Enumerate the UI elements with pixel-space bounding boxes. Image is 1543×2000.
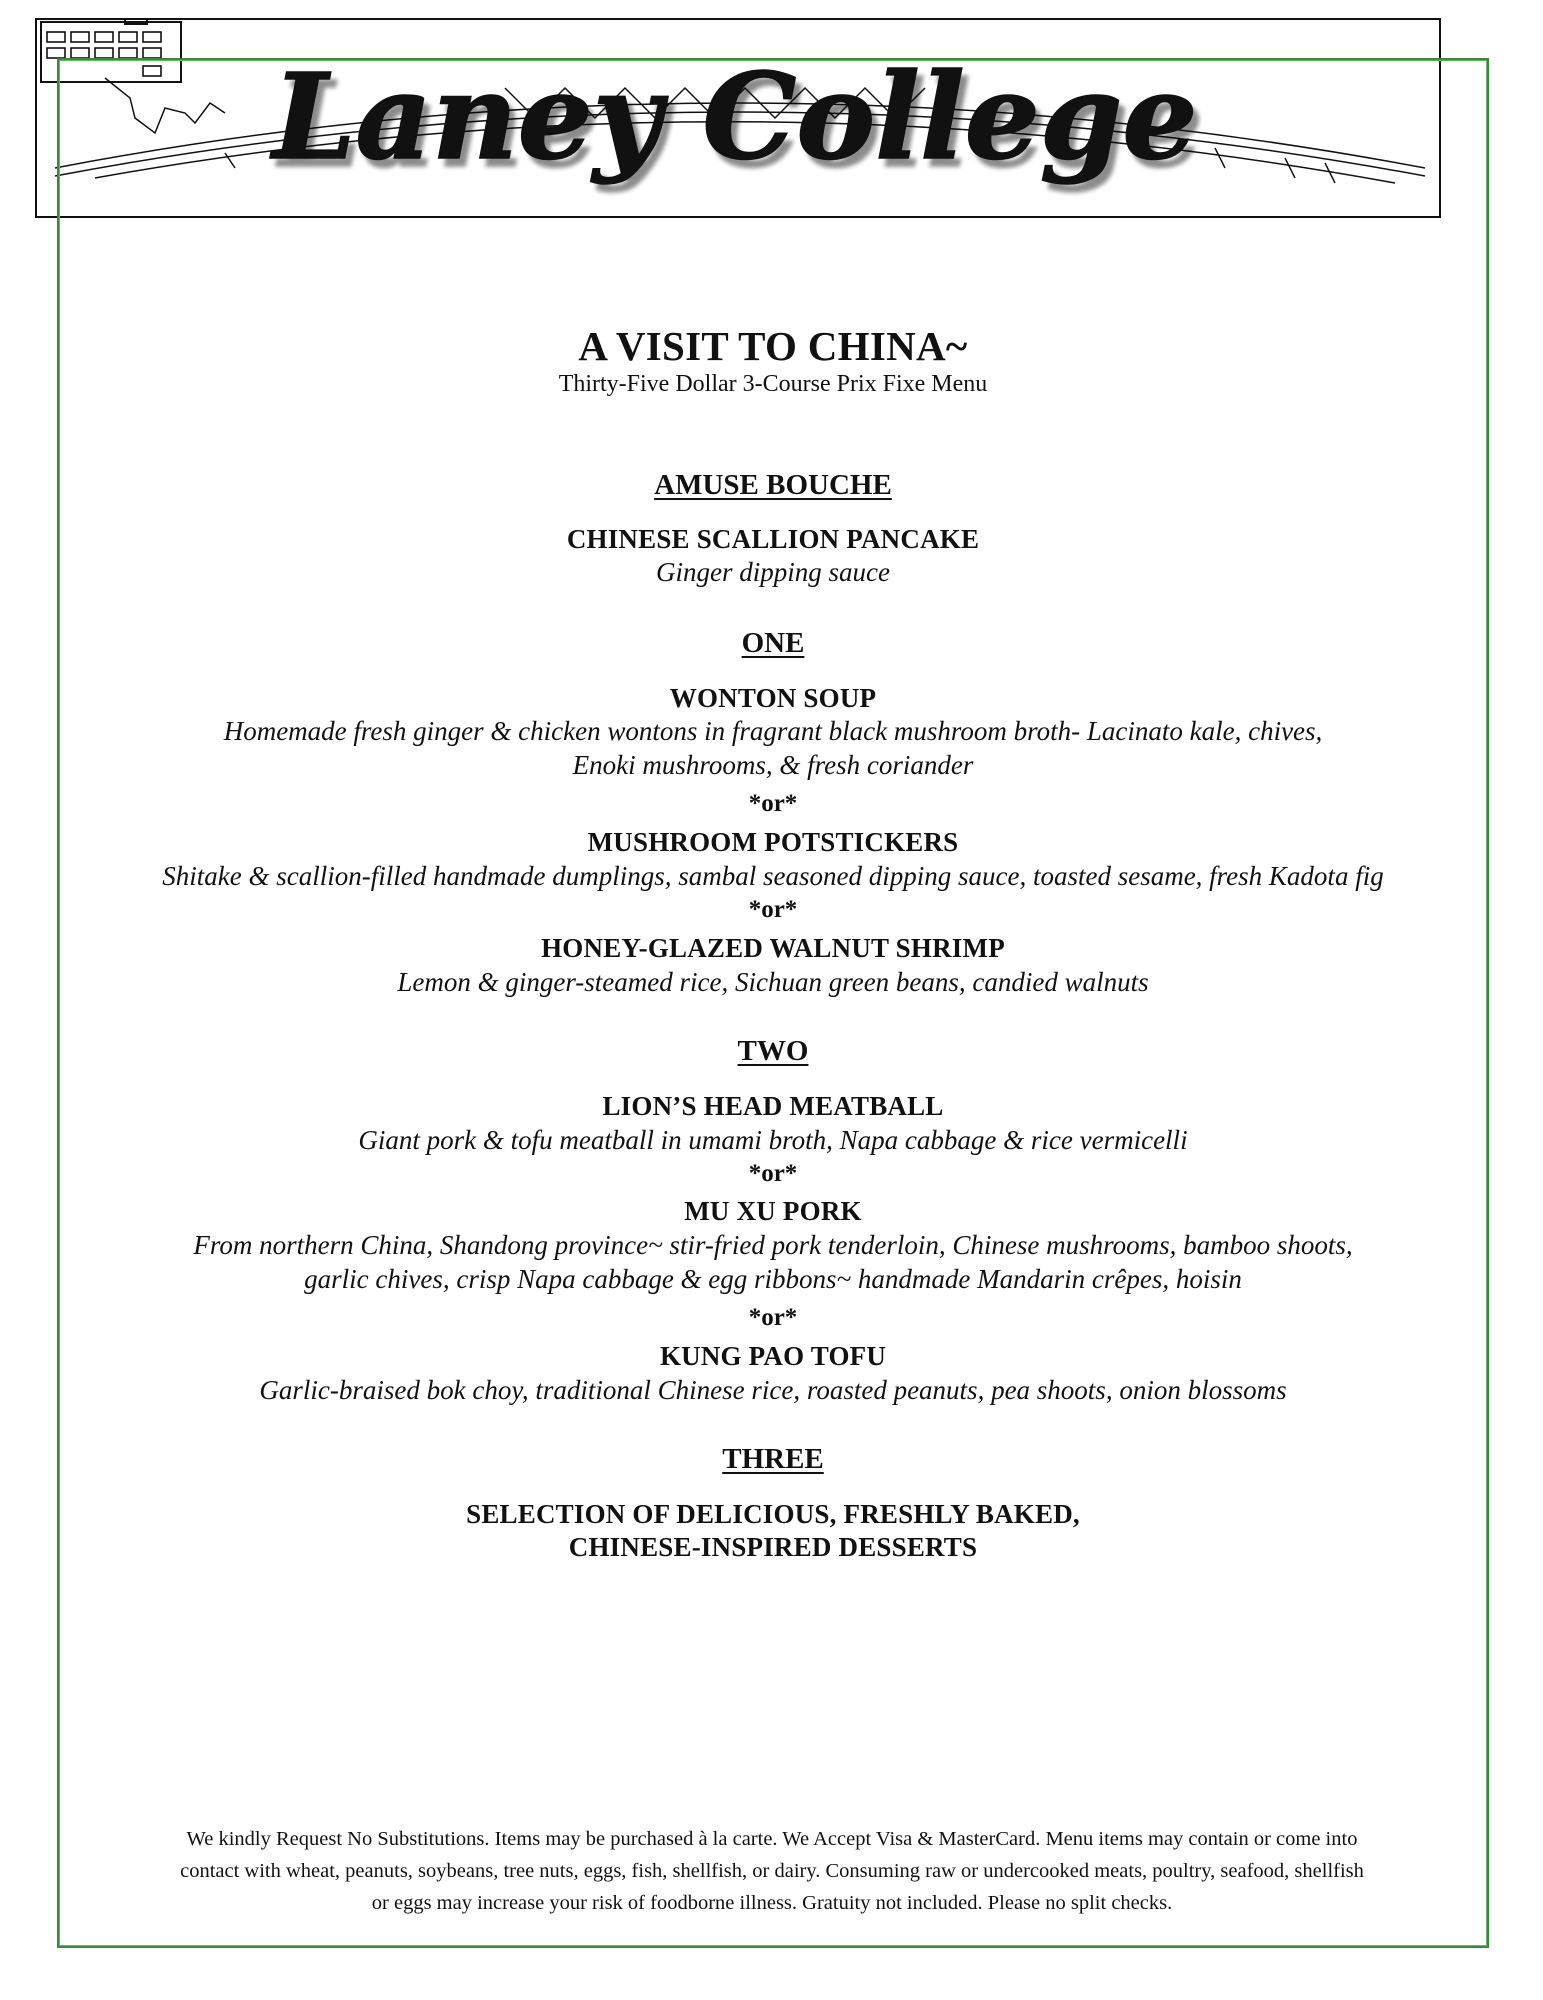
- dish-name: MU XU PORK: [684, 1196, 862, 1226]
- dish-description: Lemon & ginger-steamed rice, Sichuan green beans, candied walnuts: [397, 967, 1149, 997]
- or-separator: *or*: [748, 1160, 798, 1187]
- footer-line: or eggs may increase your risk of foodborne illness. Gratuity not included. Please no split checks.: [371, 1891, 1173, 1914]
- footer-line: We kindly Request No Substitutions. Items may be purchased à la carte. We Accept Visa & MasterCard. Menu items may contain or come into: [186, 1828, 1358, 1850]
- dish-description: From northern China, Shandong province~ stir-fried pork tenderloin, Chinese mushrooms, bamboo shoots,: [193, 1230, 1353, 1260]
- dish-description: Ginger dipping sauce: [656, 557, 890, 587]
- menu-subtitle: Thirty-Five Dollar 3-Course Prix Fixe Menu: [558, 371, 988, 397]
- dessert-line: CHINESE-INSPIRED DESSERTS: [568, 1532, 978, 1562]
- dish-name: MUSHROOM POTSTICKERS: [587, 827, 959, 857]
- section-heading-two: TWO: [737, 1035, 809, 1067]
- logo-text: Laney College: [272, 47, 1198, 186]
- dish-name: CHINESE SCALLION PANCAKE: [566, 524, 980, 554]
- or-separator: *or*: [748, 896, 798, 923]
- menu-title: A VISIT TO CHINA~: [578, 323, 968, 369]
- dish-name: LION’S HEAD MEATBALL: [602, 1091, 944, 1121]
- section-heading-one: ONE: [741, 627, 805, 659]
- dish-description: Shitake & scallion-filled handmade dumplings, sambal seasoned dipping sauce, toasted sesame, fresh Kadota fig: [162, 861, 1384, 891]
- dish-description: Enoki mushrooms, & fresh coriander: [572, 750, 974, 780]
- dish-name: HONEY-GLAZED WALNUT SHRIMP: [541, 933, 1005, 963]
- section-heading-three: THREE: [722, 1443, 824, 1475]
- dish-description: garlic chives, crisp Napa cabbage & egg ribbons~ handmade Mandarin crêpes, hoisin: [304, 1264, 1242, 1294]
- dish-description: Garlic-braised bok choy, traditional Chinese rice, roasted peanuts, pea shoots, onion blossoms: [259, 1375, 1287, 1405]
- footer-line: contact with wheat, peanuts, soybeans, tree nuts, eggs, fish, shellfish, or dairy. Consuming raw or undercooked meats, poultry, seafood, shellfish: [180, 1859, 1364, 1882]
- or-separator: *or*: [748, 790, 798, 817]
- footer-notice: [100, 1824, 1444, 1919]
- section-heading-amuse-bouche: AMUSE BOUCHE: [654, 469, 892, 501]
- dish-description: Homemade fresh ginger & chicken wontons in fragrant black mushroom broth- Lacinato kale, chives,: [223, 716, 1323, 746]
- or-separator: *or*: [748, 1304, 798, 1331]
- dessert-line: SELECTION OF DELICIOUS, FRESHLY BAKED,: [466, 1499, 1080, 1529]
- dish-name: WONTON SOUP: [669, 683, 877, 713]
- dish-description: Giant pork & tofu meatball in umami broth, Napa cabbage & rice vermicelli: [358, 1125, 1188, 1155]
- dish-name: KUNG PAO TOFU: [659, 1341, 887, 1371]
